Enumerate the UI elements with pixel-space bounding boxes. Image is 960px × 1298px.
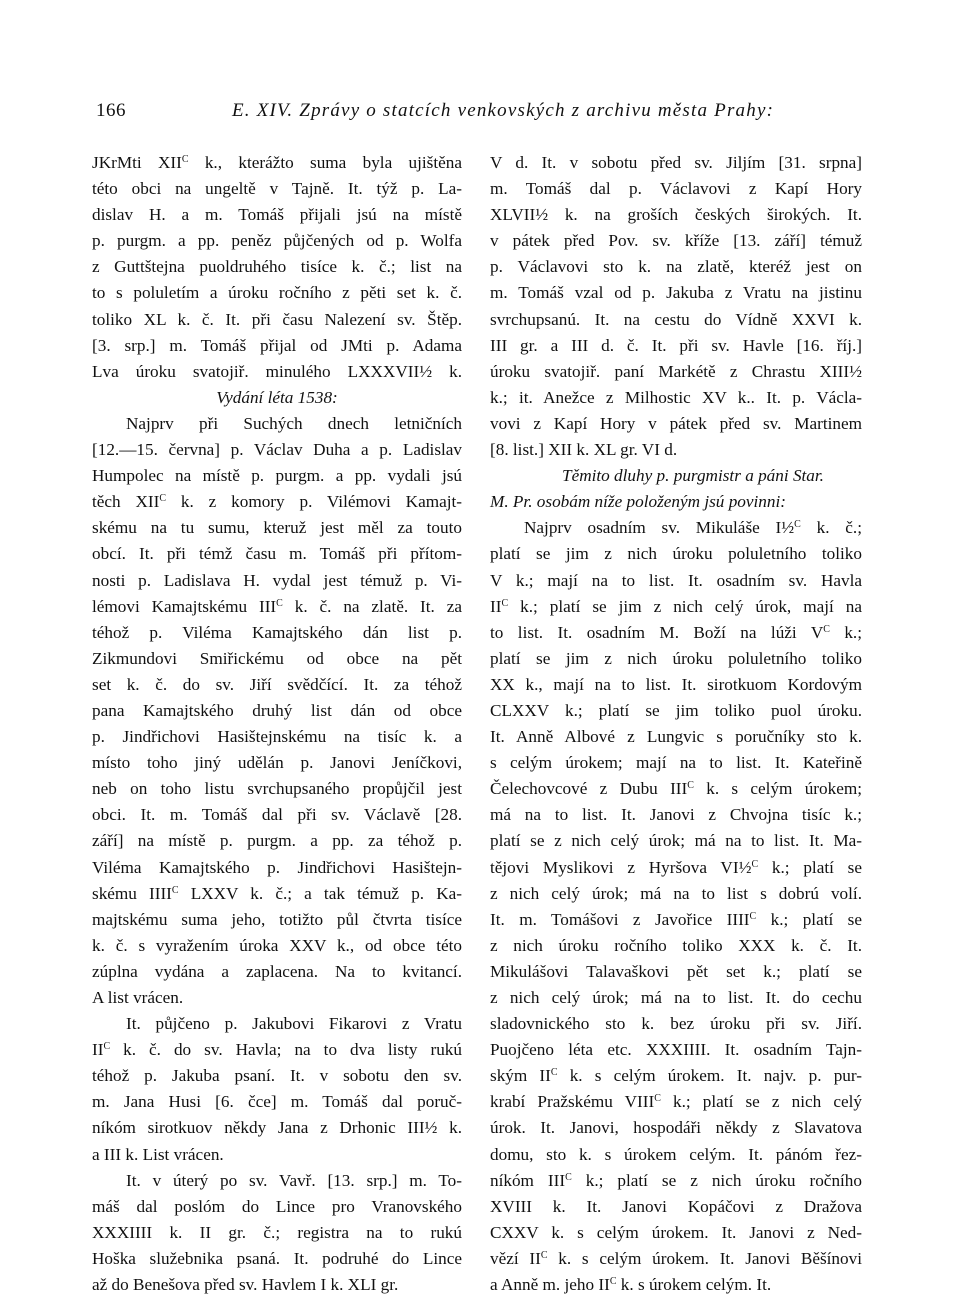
text-line: vězí $II^C$ k. s celým úrokem. It. Janovi Běšínovi — [490, 1248, 862, 1268]
text-line: XLVII½ k. na groších českých širokých. It. — [490, 205, 862, 225]
text-line: to list. It. osadním M. Boží na lúži $V^C$ k.; — [490, 622, 862, 642]
text-line: Humpolec na místě p. purgm. a pp. vydali jsú — [92, 466, 462, 486]
text-line: místo toho jiný udělán p. Janovi Jeníčkovi, — [92, 753, 462, 773]
text-line: m. Tomáš dal p. Václavovi z Kapí Hory — [490, 179, 862, 199]
text-line: níkóm $III^C$ k.; platí se z nich úroku ročního — [490, 1170, 862, 1190]
text-line: toliko XL k. č. It. při času Nalezení sv. Štěp. — [92, 309, 462, 329]
text-line: úrok. It. Janovi, hospodáři někdy z Slavatova — [490, 1118, 862, 1138]
text-line: platí se jim z nich úroku poluletního toliko — [490, 648, 862, 668]
text-line: CXXV k. s celým úrokem. It. Janovi z Ned- — [490, 1222, 862, 1242]
text-line: XXXIIII k. II gr. č.; registra na to rukú — [92, 1222, 462, 1242]
text-line: skému na tu sumu, kteruž jest měl za touto — [92, 518, 462, 538]
text-line: z nich úroku ročního toliko XXX k. č. It. — [490, 935, 862, 955]
text-line: It. půjčeno p. Jakubovi Fikarovi z Vratu — [126, 1014, 462, 1034]
text-line: zúplna vydána a zaplacena. Na to kvitancí. — [92, 961, 462, 981]
text-line: s celým úrokem; mají na to list. It. Kateřině — [490, 753, 862, 773]
text-line: a Anně m. jeho $II^C$ k. s úrokem celým. It. — [490, 1275, 772, 1295]
text-line: má na to list. It. Janovi z Chvojna tisíc k.; — [490, 805, 862, 825]
text-line: p. Jindřichovi Hasištejnskému na tisíc k. a — [92, 727, 462, 747]
text-line: sladovnického sto k. bez úroku při sv. Jiří. — [490, 1014, 862, 1034]
text-line: k.; it. Anežce z Milhostic XV k.. It. p. Václa- — [490, 387, 862, 407]
text-line: m. Tomáš vzal od p. Jakuba z Vratu na jistinu — [490, 283, 862, 303]
text-line: Lva úroku svatojiř. minulého LXXXVII½ k. — [92, 361, 462, 381]
text-line: téhož p. Jakuba psaní. It. v sobotu den sv. — [92, 1066, 462, 1086]
text-line: Hoška služebnika psaná. It. podruhé do Lince — [92, 1248, 462, 1268]
text-line: dislav H. a m. Tomáš přijali jsú na místě — [92, 205, 462, 225]
text-line: Puojčeno léta etc. XXXIIII. It. osadním Tajn- — [490, 1040, 862, 1060]
text-line: tějovi Myslikovi z Hyršova VI½$^C$ k.; platí se — [490, 857, 862, 877]
text-line: ským $II^C$ k. s celým úrokem. It. najv. p. pur- — [490, 1066, 862, 1086]
text-line: svrchupsanú. It. na cestu do Vídně XXVI k. — [490, 309, 862, 329]
text-line: Najprv při Suchých dnech letničních — [126, 413, 462, 433]
text-line: Zikmundovi Smiřickému od obce na pět — [92, 648, 462, 668]
text-line: V d. It. v sobotu před sv. Jiljím [31. srpna] — [490, 153, 862, 172]
text-line: obcí. It. při témž času m. Tomáš při přítom- — [92, 544, 462, 564]
text-line: těch $XII^C$ k. z komory p. Vilémovi Kamajt- — [92, 492, 462, 512]
text-line: a III k. List vrácen. — [92, 1144, 224, 1164]
text-line: Vydání léta 1538: — [216, 387, 338, 407]
text-line: Mikulášovi Talavaškovi pět set k.; platí se — [490, 961, 862, 981]
text-line: Viléma Kamajtského p. Jindřichovi Hasištejn- — [92, 857, 462, 877]
text-line: It. Anně Albové z Lungvic s poručníky sto k. — [490, 727, 862, 747]
left-column — [92, 150, 462, 1298]
text-line: k. č. s vyražením úroka XXV k., od obce této — [92, 935, 462, 955]
text-line: CLXXV k.; platí se jim toliko puol úroku. — [490, 700, 862, 720]
text-line: úroku svatojiř. paní Markétě z Chrastu XIII½ — [490, 361, 862, 381]
text-line: Čelechovcové z Dubu $III^C$ k. s celým úrokem; — [490, 779, 862, 799]
text-line: pana Kamajtského druhý list dán od obce — [92, 700, 462, 720]
text-line: až do Benešova před sv. Havlem I k. XLI gr. — [92, 1275, 399, 1295]
page-header — [96, 100, 868, 126]
text-line: to s poluletím a úroku ročního z pěti set k. č. — [92, 283, 462, 303]
text-line: lémovi Kamajtskému $III^C$ k. č. na zlatě. It. za — [92, 596, 462, 616]
page-number: 166 — [96, 100, 126, 121]
text-line: krabí Pražskému $VIII^C$ k.; platí se z nich celý — [490, 1092, 862, 1112]
text-line: obci. It. m. Tomáš dal při sv. Václavě [28. — [92, 805, 462, 825]
text-line: Najprv osadním sv. Mikuláše I½$^C$ k. č.; — [524, 518, 863, 538]
text-line: XX k., mají na to list. It. sirotkuom Kordovým — [490, 674, 862, 694]
text-line: [8. list.] XII k. XL gr. VI d. — [490, 440, 678, 460]
text-line: Těmito dluhy p. purgmistr a páni Star. — [562, 466, 824, 486]
text-line: téhož p. Viléma Kamajtského dán list p. — [92, 622, 462, 642]
text-line: [12.—15. června] p. Václav Duha a p. Ladislav — [92, 440, 462, 460]
text-line: p. Václavovi sto k. na zlatě, kteréž jest on — [490, 257, 862, 277]
text-line: platí se z nich celý úrok; má na to list. It. Ma- — [490, 831, 862, 851]
text-line: $II^C$ k.; platí se jim z nich celý úrok, mají na — [490, 596, 862, 616]
text-line: z Guttštejna puoldruhého tisíce k. č.; list na — [92, 257, 462, 277]
text-line: z nich celý úrok; má na to list s dobrú volí. — [490, 883, 862, 903]
right-column — [490, 150, 862, 1298]
text-line: $II^C$ k. č. do sv. Havla; na to dva listy rukú — [92, 1040, 462, 1060]
text-line: It. m. Tomášovi z Javořice $IIII^C$ k.; platí se — [490, 909, 862, 929]
text-line: JKrMti $XII^C$ k., kterážto suma byla ujištěna — [92, 153, 462, 172]
running-title: E. XIV. Zprávy o statcích venkovských z archivu města Prahy: — [232, 100, 775, 121]
text-line: III gr. a III d. č. It. při sv. Havle [16. říj.] — [490, 335, 862, 355]
text-line: platí se jim z nich úroku poluletního toliko — [490, 544, 862, 564]
text-line: p. purgm. a pp. peněz půjčených od p. Wolfa — [92, 231, 462, 251]
text-line: máš dal poslóm do Lince pro Vranovského — [92, 1196, 462, 1216]
text-line: majtskému suma jeho, totižto půl čtvrta tisíce — [92, 909, 462, 929]
text-line: domu, sto k. s úrokem celým. It. pánóm řez- — [490, 1144, 862, 1164]
text-line: It. v úterý po sv. Vavř. [13. srp.] m. To- — [126, 1170, 462, 1190]
text-line: [3. srp.] m. Tomáš přijal od JMti p. Adama — [92, 335, 462, 355]
text-line: níkóm sirotkuov někdy Jana z Drhonic III½ k. — [92, 1118, 462, 1138]
text-line: skému $IIII^C$ LXXV k. č.; a tak témuž p. Ka- — [92, 883, 462, 903]
text-line: září] na místě p. purgm. a pp. za téhož p. — [92, 831, 462, 851]
text-line: set k. č. do sv. Jiří svědčící. It. za téhož — [92, 674, 462, 694]
text-line: v pátek před Pov. sv. kříže [13. září] témuž — [490, 231, 862, 251]
text-line: vovi z Kapí Hory v pátek před sv. Martinem — [490, 413, 862, 433]
text-line: m. Jana Husi [6. čce] m. Tomáš dal poruč- — [92, 1092, 462, 1112]
text-line: XVIII k. It. Janovi Kopáčovi z Dražova — [490, 1196, 862, 1216]
text-line: A list vrácen. — [92, 988, 184, 1007]
text-line: neb on toho listu svrchupsaného propůjčil jest — [92, 779, 462, 799]
text-line: nosti p. Ladislava H. vydal jest témuž p. Vi- — [92, 570, 462, 590]
text-line: této obci na ungeltě v Tajně. It. týž p. La- — [92, 179, 462, 199]
text-line: M. Pr. osobám níže položeným jsú povinni: — [490, 492, 786, 512]
text-line: z nich celý úrok; má na to list. It. do cechu — [490, 988, 862, 1007]
text-line: V k.; mají na to list. It. osadním sv. Havla — [490, 570, 862, 590]
